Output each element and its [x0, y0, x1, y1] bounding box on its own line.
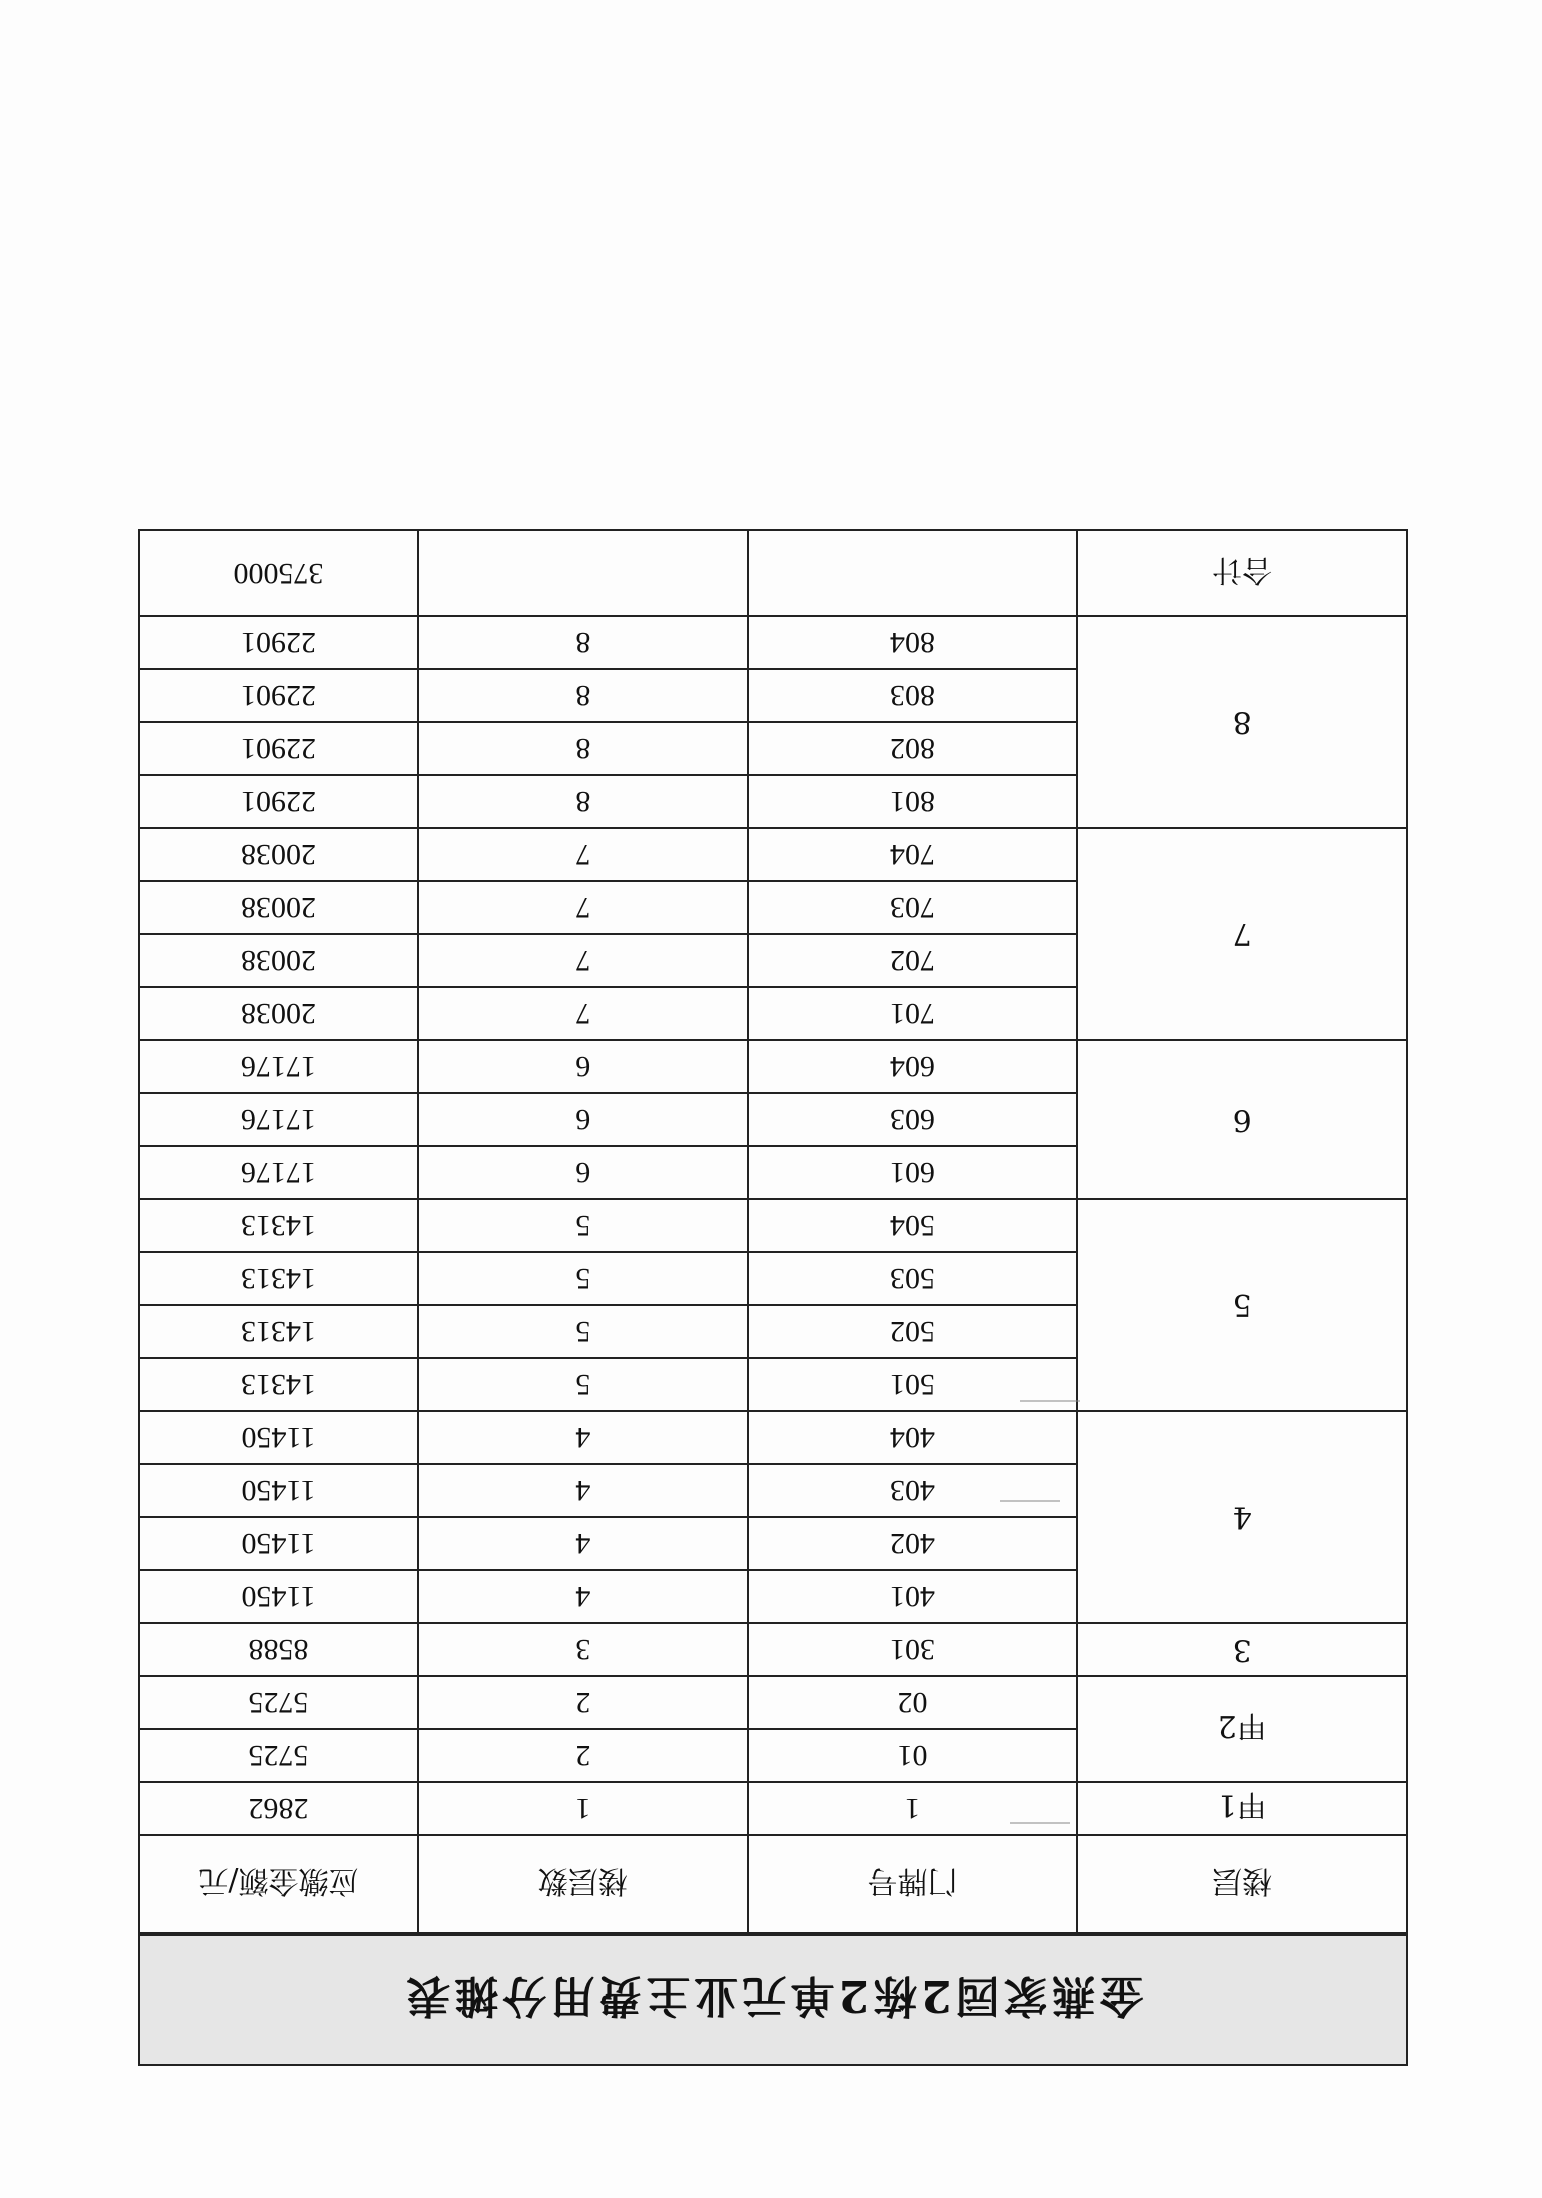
- door-cell: 402: [748, 1517, 1078, 1570]
- floor-count-cell: 2: [418, 1729, 748, 1782]
- amount-cell: 5725: [139, 1676, 418, 1729]
- floor-count-cell: 7: [418, 987, 748, 1040]
- door-cell: 504: [748, 1199, 1078, 1252]
- header-floor: 楼层: [1077, 1835, 1407, 1933]
- door-cell: 801: [748, 775, 1078, 828]
- door-cell: 701: [748, 987, 1078, 1040]
- floor-count-cell: 4: [418, 1464, 748, 1517]
- table-row: [139, 987, 1407, 1040]
- scan-speck: [1020, 1400, 1080, 1402]
- floor-count-cell: 5: [418, 1252, 748, 1305]
- amount-cell: 22901: [139, 722, 418, 775]
- door-cell: 601: [748, 1146, 1078, 1199]
- door-cell: 503: [748, 1252, 1078, 1305]
- floor-cell: 7: [1077, 828, 1407, 1040]
- door-cell: 01: [748, 1729, 1078, 1782]
- amount-cell: 14313: [139, 1252, 418, 1305]
- door-cell: 603: [748, 1093, 1078, 1146]
- header-floor-count: 楼层数: [418, 1835, 748, 1933]
- amount-cell: 11450: [139, 1517, 418, 1570]
- door-cell: 802: [748, 722, 1078, 775]
- floor-count-cell: 1: [418, 1782, 748, 1835]
- table-row: [139, 1729, 1407, 1782]
- floor-count-cell: 5: [418, 1305, 748, 1358]
- amount-cell: 17176: [139, 1146, 418, 1199]
- floor-count-cell: 4: [418, 1517, 748, 1570]
- floor-count-cell: 6: [418, 1146, 748, 1199]
- floor-count-cell: 7: [418, 934, 748, 987]
- amount-cell: 22901: [139, 669, 418, 722]
- header-door: 门牌号: [748, 1835, 1078, 1933]
- door-cell: 301: [748, 1623, 1078, 1676]
- header-amount: 应缴金额/元: [139, 1835, 418, 1933]
- floor-count-cell: 8: [418, 775, 748, 828]
- amount-cell: 22901: [139, 775, 418, 828]
- table-row: [139, 1146, 1407, 1199]
- table-row: [139, 1782, 1407, 1835]
- document-title: 金燕家园2栋2单元业主费用分摊表: [138, 1934, 1408, 2066]
- amount-cell: 11450: [139, 1411, 418, 1464]
- scan-speck: [1000, 1500, 1060, 1502]
- door-cell: 502: [748, 1305, 1078, 1358]
- door-cell: 1: [748, 1782, 1078, 1835]
- door-cell: 704: [748, 828, 1078, 881]
- floor-count-cell: 6: [418, 1093, 748, 1146]
- door-cell: 501: [748, 1358, 1078, 1411]
- floor-count-cell: 2: [418, 1676, 748, 1729]
- amount-cell: 14313: [139, 1199, 418, 1252]
- door-cell: 401: [748, 1570, 1078, 1623]
- amount-cell: 20038: [139, 934, 418, 987]
- amount-cell: 17176: [139, 1040, 418, 1093]
- table-row: [139, 775, 1407, 828]
- header-row: [139, 1835, 1407, 1933]
- amount-cell: 20038: [139, 881, 418, 934]
- floor-count-cell: 5: [418, 1358, 748, 1411]
- total-door-empty: [748, 530, 1078, 616]
- total-floor-count-empty: [418, 530, 748, 616]
- floor-count-cell: 8: [418, 669, 748, 722]
- amount-cell: 2862: [139, 1782, 418, 1835]
- floor-count-cell: 8: [418, 722, 748, 775]
- door-cell: 702: [748, 934, 1078, 987]
- floor-count-cell: 7: [418, 828, 748, 881]
- amount-cell: 17176: [139, 1093, 418, 1146]
- floor-cell: 4: [1077, 1411, 1407, 1623]
- table-row: [139, 1623, 1407, 1676]
- floor-count-cell: 5: [418, 1199, 748, 1252]
- table-row: [139, 1358, 1407, 1411]
- total-amount: 375000: [139, 530, 418, 616]
- scan-speck: [1010, 1822, 1070, 1824]
- door-cell: 804: [748, 616, 1078, 669]
- floor-cell: 6: [1077, 1040, 1407, 1199]
- door-cell: 703: [748, 881, 1078, 934]
- amount-cell: 5725: [139, 1729, 418, 1782]
- floor-count-cell: 4: [418, 1411, 748, 1464]
- door-cell: 604: [748, 1040, 1078, 1093]
- floor-cell: 甲2: [1077, 1676, 1407, 1782]
- table-body: [139, 616, 1407, 1835]
- floor-cell: 3: [1077, 1623, 1407, 1676]
- amount-cell: 8588: [139, 1623, 418, 1676]
- floor-count-cell: 8: [418, 616, 748, 669]
- floor-count-cell: 6: [418, 1040, 748, 1093]
- fee-allocation-document: [138, 518, 1408, 2066]
- door-cell: 803: [748, 669, 1078, 722]
- amount-cell: 14313: [139, 1305, 418, 1358]
- amount-cell: 11450: [139, 1464, 418, 1517]
- floor-cell: 甲1: [1077, 1782, 1407, 1835]
- floor-count-cell: 7: [418, 881, 748, 934]
- floor-count-cell: 4: [418, 1570, 748, 1623]
- floor-cell: 8: [1077, 616, 1407, 828]
- door-cell: 403: [748, 1464, 1078, 1517]
- total-label: 合计: [1077, 530, 1407, 616]
- amount-cell: 14313: [139, 1358, 418, 1411]
- amount-cell: 11450: [139, 1570, 418, 1623]
- table-row: [139, 1570, 1407, 1623]
- floor-cell: 5: [1077, 1199, 1407, 1411]
- door-cell: 02: [748, 1676, 1078, 1729]
- floor-count-cell: 3: [418, 1623, 748, 1676]
- door-cell: 404: [748, 1411, 1078, 1464]
- amount-cell: 20038: [139, 987, 418, 1040]
- total-row: [139, 530, 1407, 616]
- amount-cell: 22901: [139, 616, 418, 669]
- amount-cell: 20038: [139, 828, 418, 881]
- fee-table: [138, 529, 1408, 1934]
